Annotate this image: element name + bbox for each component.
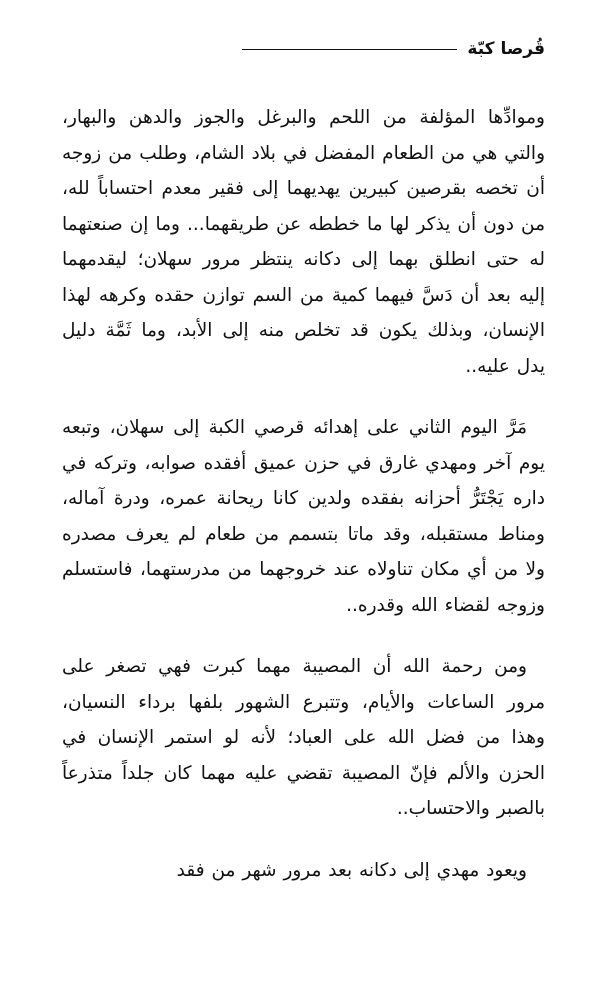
running-header [62,34,545,64]
header-rule [242,49,457,50]
paragraph: وموادِّها المؤلفة من اللحم والبرغل والجوز والدهن والبهار، والتي هي من الطعام المفضل في بلاد الشام، وطلب من زوجه أن تخصه بقرصين كبيرين يهديهما إلى فقير معدم احتساباً لله، من دون أن يذكر لها ما خططه عن طريقهما... وما إن صنعتهما له حتى انطلق بهما إلى دكانه ينتظر مرور سهلان؛ ليقدمهما إليه بعد أن دَسَّ فيهما كمية من السم توازن حقده وكرهه لهذا الإنسان، وبذلك يكون قد تخلص منه إلى الأبد، وما ثَمَّة دليل يدل عليه.. [62,107,545,377]
paragraph: ويعود مهدي إلى دكانه بعد مرور شهر من فقد [176,859,527,881]
paragraph: ومن رحمة الله أن المصيبة مهما كبرت فهي تصغر على مرور الساعات والأيام، وتتبرع الشهور بلفها برداء النسيان، وهذا من فضل الله على العباد؛ لأنه لو استمر الإنسان في الحزن والألم فإنّ المصيبة تقضي عليه مهما كان جلداً متذرعاً بالصبر والاحتساب.. [62,656,545,819]
body-text [62,100,545,888]
paragraph: مَرَّ اليوم الثاني على إهدائه قرصي الكبة إلى سهلان، وتبعه يوم آخر ومهدي غارق في حزن عميق أفقده صوابه، وتركه في داره يَجْتَرُّ أحزانه بفقده ولدين كانا ريحانة عمره، ودرة آماله، ومناط مستقبله، وقد ماتا بتسمم من طعام لم يعرف مصدره ولا من أي مكان تناولاه عند خروجهما من مدرستهما، فاستسلم وزوجه لقضاء الله وقدره.. [62,417,545,616]
chapter-title: قُرصا كبّة [467,39,545,59]
